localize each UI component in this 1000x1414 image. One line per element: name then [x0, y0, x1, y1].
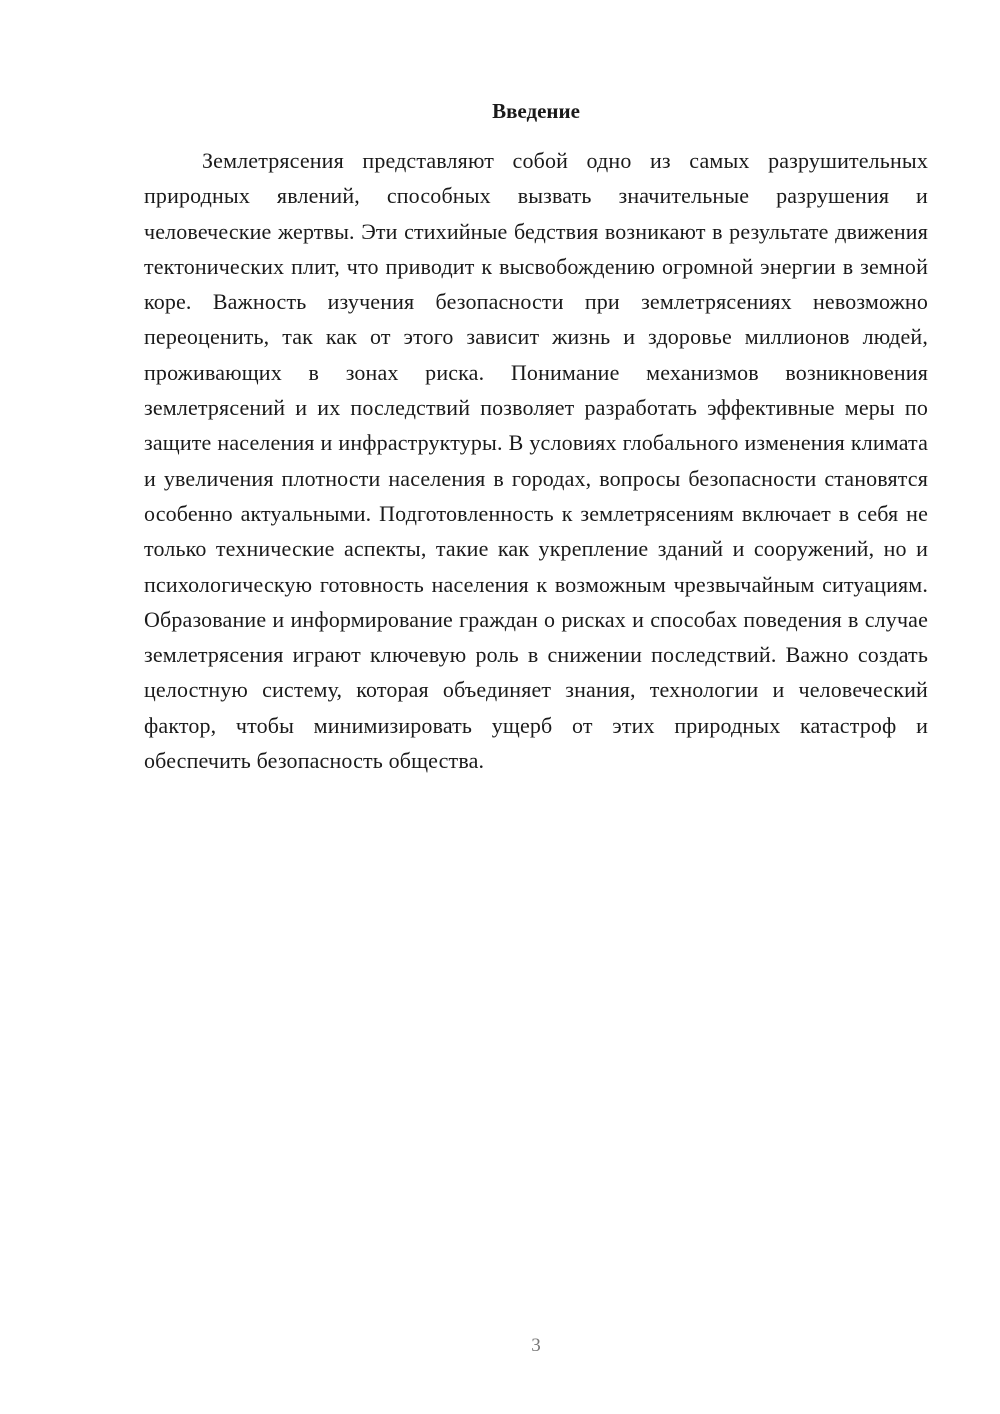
page-number: 3: [531, 1335, 541, 1356]
introduction-paragraph: Землетрясения представляют собой одно из самых разрушительных природных явлений, способных вызвать значительные разрушения и человеческие жертвы. Эти стихийные бедствия возникают в результате движения тектонических плит, что приводит к высвобождению огромной энергии в земной коре. Важность изучения безопасности при землетрясениях невозможно переоценить, так как от этого зависит жизнь и здоровье миллионов людей, проживающих в зонах риска. Понимание механизмов возникновения землетрясений и их последствий позволяет разработать эффективные меры по защите населения и инфраструктуры. В условиях глобального изменения климата и увеличения плотности населения в городах, вопросы безопасности становятся особенно актуальными. Подготовленность к землетрясениям включает в себя не только технические аспекты, такие как укрепление зданий и сооружений, но и психологическую готовность населения к возможным чрезвычайным ситуациям. Образование и информирование граждан о рисках и способах поведения в случае землетрясения играют ключевую роль в снижении последствий. Важно создать целостную систему, которая объединяет знания, технологии и человеческий фактор, чтобы минимизировать ущерб от этих природных катастроф и обеспечить безопасность общества.: [144, 148, 928, 774]
section-heading: Введение: [492, 99, 580, 123]
